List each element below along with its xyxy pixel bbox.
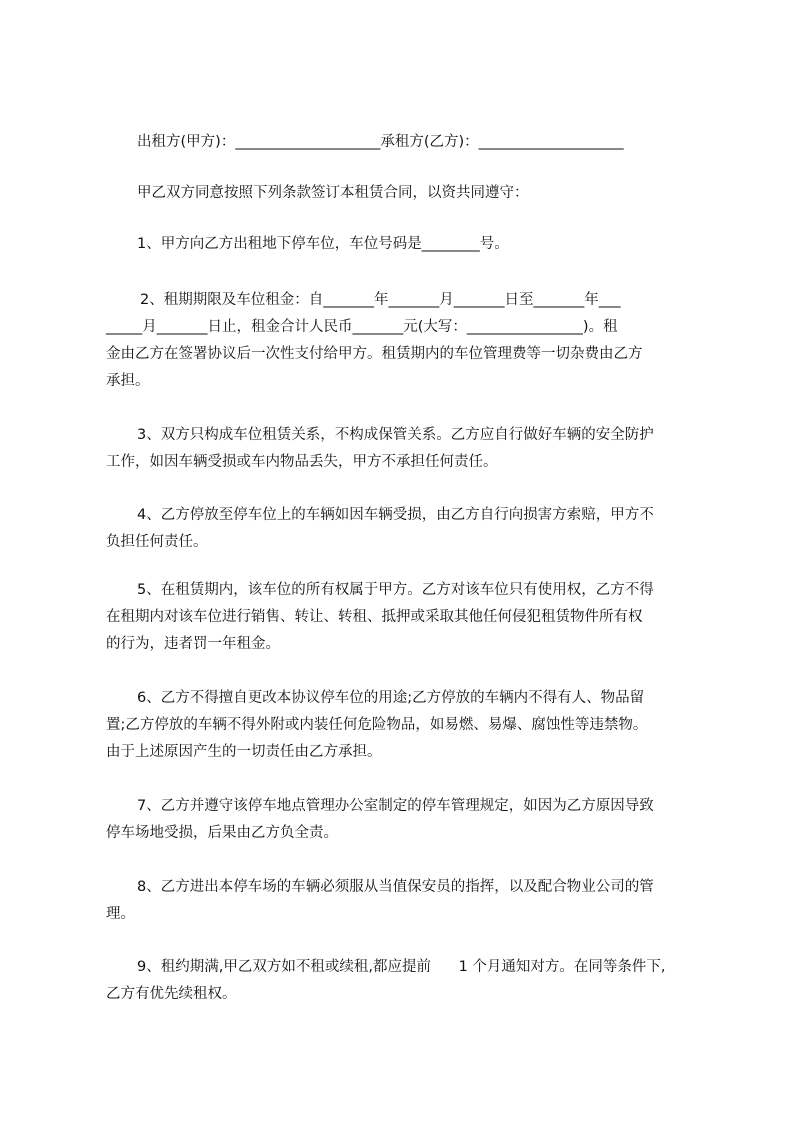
clause-2-line-1: 2、租期期限及车位租金：自_______年_______月_______日至_______年___ [140,292,621,308]
clause-6-line-2: 置;乙方停放的车辆不得外附或内装任何危险物品，如易燃、易爆、腐蚀性等违禁物。 [106,717,648,733]
clause-8-line-2: 理。 [106,906,135,922]
clause-6-line-1: 6、乙方不得擅自更改本协议停车位的用途;乙方停放的车辆内不得有人、物品留 [137,690,645,706]
clause-5-line-3: 的行为，违者罚一年租金。 [106,636,280,652]
clause-1-line-1: 1、甲方向乙方出租地下停车位，车位号码是________号。 [137,236,509,252]
clause-5-line-2: 在租期内对该车位进行销售、转让、转租、抵押或采取其他任何侵犯租赁物件所有权 [106,609,643,625]
clause-6-line-3: 由于上述原因产生的一切责任由乙方承担。 [106,744,382,760]
clause-5-line-1: 5、在租赁期内，该车位的所有权属于甲方。乙方对该车位只有使用权，乙方不得 [137,582,654,598]
lessee-label: 承租方(乙方)： [380,134,479,150]
clause-3-line-1: 3、双方只构成车位租赁关系，不构成保管关系。乙方应自行做好车辆的安全防护 [137,427,654,443]
clause-7-line-2: 停车场地受损，后果由乙方负全责。 [106,825,338,841]
clause-7-line-1: 7、乙方并遵守该停车地点管理办公室制定的停车管理规定，如因为乙方原因导致 [137,798,654,814]
clause-9-line-1: 9、租约期满,甲乙双方如不租或续租,都应提前 1 个月通知对方。在同等条件下, [137,959,666,975]
clause-3-line-2: 工作，如因车辆受损或车内物品丢失，甲方不承担任何责任。 [106,454,498,470]
clause-4-line-2: 负担任何责任。 [106,534,208,550]
lessee-blank: ____________________ [478,134,624,150]
intro-text: 甲乙双方同意按照下列条款签订本租赁合同，以资共同遵守： [137,185,529,201]
clause-2-line-2: _____月_______日止，租金合计人民币_______元(大写：________________)。租 [106,319,618,335]
clause-4-line-1: 4、乙方停放至停车位上的车辆如因车辆受损，由乙方自行向损害方索赔，甲方不 [137,507,654,523]
clause-2-line-4: 承担。 [106,373,150,389]
lessor-label: 出租方(甲方)： [137,134,236,150]
lessor-blank: ____________________ [235,134,381,150]
parties-line [137,130,624,154]
clause-8-line-1: 8、乙方进出本停车场的车辆必须服从当值保安员的指挥，以及配合物业公司的管 [137,879,654,895]
clause-2-line-3: 金由乙方在签署协议后一次性支付给甲方。租赁期内的车位管理费等一切杂费由乙方 [106,346,643,362]
clause-9-line-2: 乙方有优先续租权。 [106,986,237,1002]
